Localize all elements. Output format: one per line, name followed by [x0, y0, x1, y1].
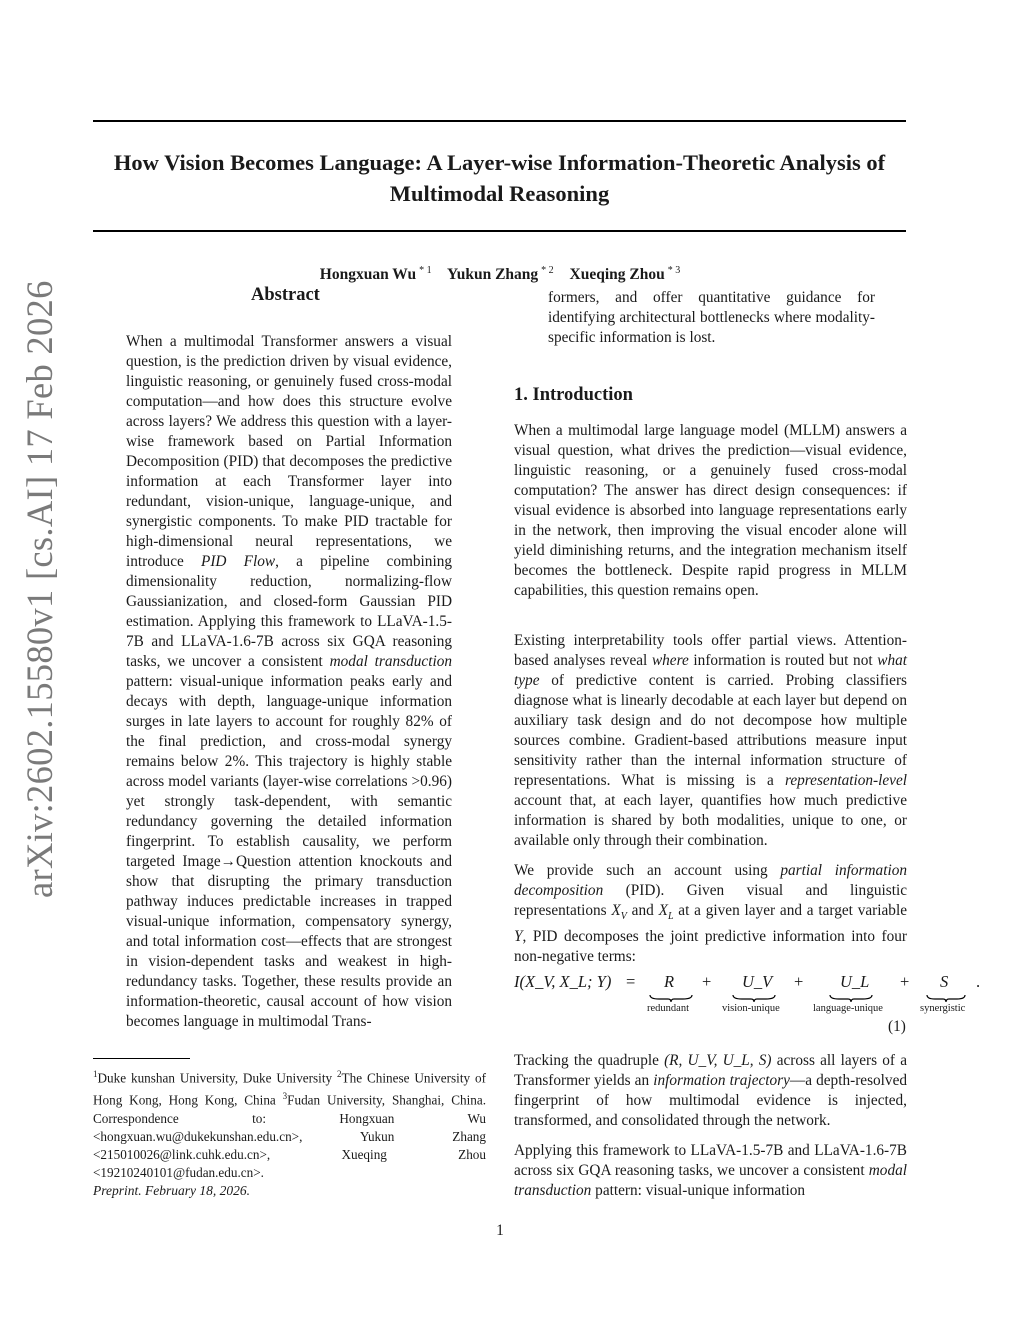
eq-R: R: [664, 972, 675, 991]
intro-para-1: [514, 421, 907, 601]
author-name: Xueqing Zhou: [569, 266, 665, 283]
underbrace-icon: [732, 994, 776, 1002]
eq-lhs: I(X_V, X_L; Y): [514, 972, 612, 991]
paragraph-text: and: [626, 902, 659, 919]
intro-para-3: [514, 861, 907, 967]
eq-label-UL: language-unique: [813, 1003, 883, 1014]
eq-plus: +: [900, 972, 910, 991]
section-heading: 1. Introduction: [514, 385, 633, 405]
eq-plus: +: [794, 972, 804, 991]
underbrace-icon: [926, 994, 966, 1002]
paragraph-text: Applying this framework to LLaVA-1.5-7B and LLaVA-1.6-7B across six GQA reasoning tasks, we uncover a consistent: [514, 1142, 907, 1179]
eq-label-UV: vision-unique: [722, 1003, 780, 1014]
abstract-text: When a multimodal Transformer answers a visual question, is the prediction driven by visual evidence, linguistic reasoning, or genuinely fused cross-modal computation—and how does this structure evolve across layers? We address this question with a layer-wise framework based on Partial Information Decomposition (PID) that decomposes the predictive information at each Transformer layer into redundant, vision-unique, language-unique, and synergistic components. To make PID tractable for high-dimensional neural representations, we introduce: [126, 333, 452, 570]
page-number: 1: [496, 1222, 504, 1239]
paragraph-text: Existing interpretability tools offer partial views. Attention-based analyses reveal: [514, 632, 907, 669]
paragraph-text: We provide such an account using: [514, 862, 781, 879]
underbrace-icon: [649, 994, 693, 1002]
footnote-text: The Chinese University of Hong Kong, Hong Kong, China: [93, 1070, 486, 1108]
paragraph-text: across all layers of a Transformer yields an: [514, 1052, 907, 1089]
eq-label-R: redundant: [647, 1003, 689, 1014]
math-symbol: X: [658, 902, 668, 919]
paragraph-emph: what type: [514, 652, 907, 689]
intro-para-4: [514, 1051, 907, 1131]
footnote-mark: 2: [337, 1069, 342, 1079]
eq-period: .: [976, 972, 981, 991]
abstract-heading: Abstract: [251, 285, 320, 305]
abstract-body: [126, 332, 452, 1032]
eq-label-S: synergistic: [920, 1003, 966, 1014]
paragraph-emph: where: [651, 652, 689, 669]
title-top-rule: [93, 120, 906, 122]
eq-S: S: [940, 972, 949, 991]
abstract-continuation: [548, 288, 875, 348]
paragraph-text: , PID decomposes the joint predictive information into four non-negative terms:: [514, 928, 907, 966]
abstract-text: pattern: visual-unique information peaks early and decays with depth, language-unique information surges in late layers to account for roughly 82% of the final prediction, and cross-modal synergy remains below 2%. This trajectory is highly stable across model variants (layer-wise correlations >0.96) yet strongly task-dependent, with semantic redundancy governing the detailed information fingerprint. To establish causality, we perform targeted Image→Question attention knockouts and show that disrupting the primary transduction pathway induces predictable increases in trapped visual-unique information, compensatory synergy, and total information cost—effects that are strongest in vision-dependent tasks and weakest in high-redundancy tasks. Together, these results provide an information-theoretic, causal account of how vision becomes language in multimodal Trans-: [126, 673, 452, 1030]
paragraph-text: —a depth-resolved fingerprint of how multimodal evidence is injected, transformed, and consolidated through the network.: [514, 1072, 908, 1129]
footnote: [93, 1065, 486, 1182]
title-bottom-rule: [93, 230, 906, 232]
paragraph-text: at a given layer and a target variable: [673, 902, 907, 919]
author-mark: * 2: [541, 265, 554, 276]
eq-UV: U_V: [742, 972, 773, 991]
paragraph-text: When a multimodal large language model (MLLM) answers a visual question, what drives the prediction—visual evidence, linguistic reasoning, or a genuinely fused cross-modal computation? The answer has direct design consequences: if visual evidence is absorbed into language representations early in the network, then improving the visual encoder alone will yield diminishing returns, and the integration mechanism itself becomes the bottleneck. Despite rapid progress in MLLM capabilities, this question remains open.: [514, 422, 907, 599]
author-name: Hongxuan Wu: [319, 266, 417, 283]
abstract-emph: PID Flow: [200, 553, 276, 570]
paper-title: How Vision Becomes Language: A Layer-wise Information-Theoretic Analysis of Multimodal Reasoning: [113, 150, 886, 206]
paragraph-text: information is routed but not: [688, 652, 878, 669]
footnote-text: Duke kunshan University, Duke University: [97, 1070, 338, 1086]
author-mark: * 3: [667, 265, 681, 276]
abstract-text: , a pipeline combining dimensionality reduction, normalizing-flow Gaussianization, and closed-form Gaussian PID estimation. Applying this framework to LLaVA-1.5-7B and LLaVA-1.6-7B across six GQA reasoning tasks, we uncover a consistent: [126, 553, 452, 670]
arxiv-stamp: arXiv:2602.15580v1 [cs.AI] 17 Feb 2026: [19, 280, 60, 898]
paragraph-emph: representation-level: [784, 772, 907, 789]
eq-equals: =: [626, 972, 636, 991]
paragraph-text: pattern: visual-unique information: [591, 1182, 806, 1199]
footnote-mark: 1: [93, 1069, 98, 1079]
paragraph-emph: information trajectory: [653, 1072, 790, 1089]
preprint-note: Preprint. February 18, 2026.: [93, 1183, 250, 1198]
math-sub: L: [667, 911, 674, 923]
paragraph-text: of predictive content is carried. Probing classifiers diagnose what is linearly decodable at each layer but depend on auxiliary task design and do not decompose how multiple sources combine. Gradient-based attributions measure input sensitivity rather than the internal information structure of representations. What is missing is a: [514, 672, 907, 789]
author-name: Yukun Zhang: [446, 266, 539, 283]
paragraph-emph: partial information decomposition: [514, 862, 907, 899]
intro-para-2: [514, 631, 907, 851]
underbrace-icon: [829, 994, 873, 1002]
eq-UL: U_L: [840, 972, 870, 991]
abstract-emph: modal transduction: [329, 653, 452, 670]
math-sub: V: [620, 911, 627, 923]
equation-1: [514, 970, 994, 1030]
footnote-text: Fudan University, Shanghai, China. Correspondence to: Hongxuan Wu <hongxuan.wu@dukekunshan.edu.cn>, Yukun Zhang <215010026@link.cuhk.edu.cn>, Xueqing Zhou <19210240101@fudan.edu.cn>.: [93, 1092, 486, 1180]
paragraph-emph: modal transduction: [514, 1162, 907, 1199]
equation-number: (1): [888, 1018, 906, 1035]
paragraph-text: Tracking the quadruple: [514, 1052, 665, 1069]
intro-para-5: [514, 1141, 907, 1201]
math-symbol: X: [611, 902, 621, 919]
eq-plus: +: [702, 972, 712, 991]
math-symbol: (R, U_V, U_L, S): [664, 1052, 772, 1069]
author-list: [0, 265, 1000, 284]
footnote-mark: 3: [282, 1091, 288, 1102]
footnote-rule: [93, 1058, 190, 1059]
paragraph-text: (PID). Given visual and linguistic representations: [514, 882, 907, 919]
paragraph-text: account that, at each layer, quantifies how much predictive information is shared by both modalities, unique to one, or available only through their combination.: [514, 792, 907, 849]
math-symbol: Y: [514, 928, 523, 946]
author-mark: * 1: [419, 265, 432, 276]
abstract-text: formers, and offer quantitative guidance for identifying architectural bottlenecks where modality-specific information is lost.: [548, 289, 875, 346]
